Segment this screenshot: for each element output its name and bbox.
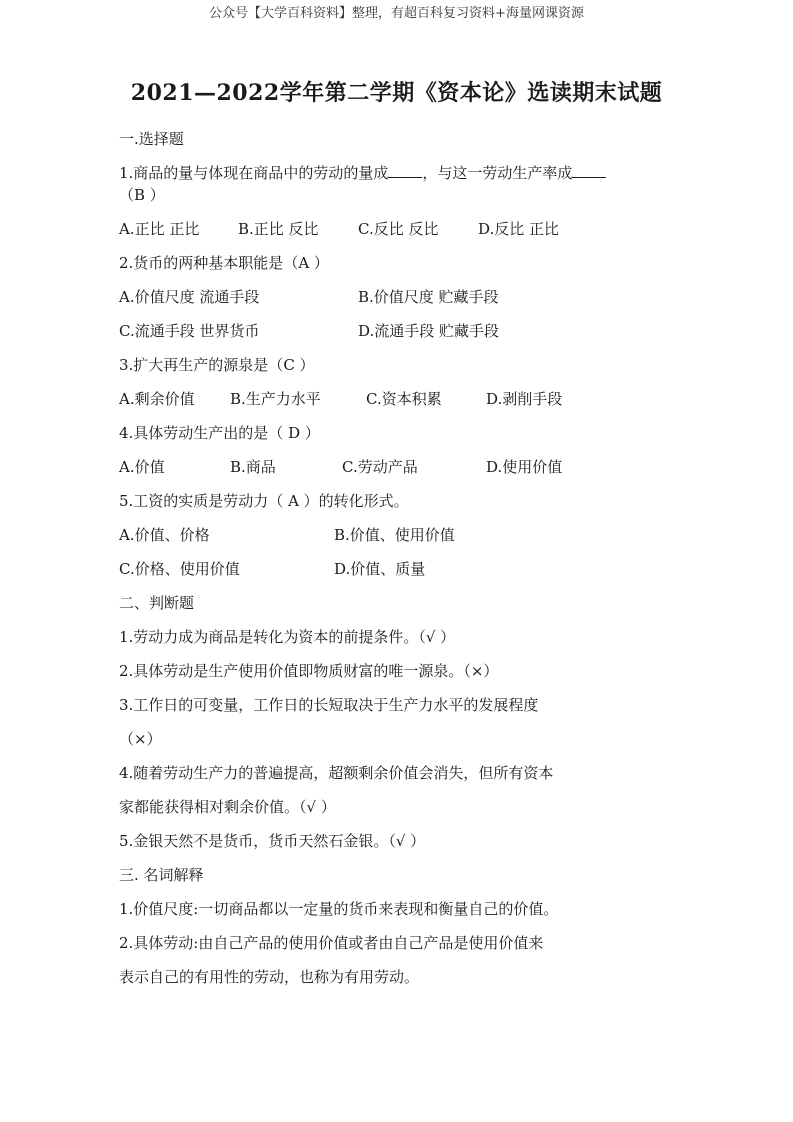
question-2: 2.货币的两种基本职能是（A ）	[119, 254, 329, 272]
question-4: 4.具体劳动生产出的是（ D ）	[119, 424, 320, 442]
question-3: 3.扩大再生产的源泉是（C ）	[119, 356, 315, 374]
q5-option-b: B.价值、使用价值	[334, 526, 455, 544]
q3-option-a: A.剩余价值	[119, 390, 195, 408]
question-1-text-b: ，与这一劳动生产率成	[422, 164, 573, 182]
section-heading-terms: 三. 名词解释	[119, 866, 204, 884]
q2-option-b: B.价值尺度 贮藏手段	[358, 288, 499, 306]
answer-blank	[388, 163, 422, 178]
term-definition: 2.具体劳动:由自己产品的使用价值或者由自己产品是使用价值来	[119, 934, 544, 952]
q5-option-a: A.价值、价格	[119, 526, 210, 544]
term-definition-continued: 表示自己的有用性的劳动，也称为有用劳动。	[119, 968, 420, 986]
judgement-item-continued: （×）	[119, 730, 162, 748]
q3-option-c: C.资本积累	[366, 390, 442, 408]
q3-option-d: D.剥削手段	[486, 390, 563, 408]
answer-blank	[572, 163, 606, 178]
q3-option-b: B.生产力水平	[230, 390, 321, 408]
q5-option-d: D.价值、质量	[334, 560, 426, 578]
q4-option-c: C.劳动产品	[342, 458, 418, 476]
q2-option-c: C.流通手段 世界货币	[119, 322, 260, 340]
judgement-item: 2.具体劳动是生产使用价值即物质财富的唯一源泉。（×）	[119, 662, 499, 680]
q1-option-b: B.正比 反比	[238, 220, 319, 238]
judgement-item: 3.工作日的可变量，工作日的长短取决于生产力水平的发展程度	[119, 696, 539, 714]
judgement-item: 4.随着劳动生产力的普遍提高，超额剩余价值会消失，但所有资本	[119, 764, 554, 782]
page-header-note: 公众号【大学百科资料】整理，有超百科复习资料+海量网课资源	[209, 6, 584, 21]
judgement-item: 5.金银天然不是货币，货币天然石金银。（√ ）	[119, 832, 426, 850]
q2-option-d: D.流通手段 贮藏手段	[358, 322, 500, 340]
judgement-item: 1.劳动力成为商品是转化为资本的前提条件。（√ ）	[119, 628, 456, 646]
term-definition: 1.价值尺度:一切商品都以一定量的货币来表现和衡量自己的价值。	[119, 900, 559, 918]
q5-option-c: C.价格、使用价值	[119, 560, 240, 578]
q2-option-a: A.价值尺度 流通手段	[119, 288, 260, 306]
q1-option-a: A.正比 正比	[119, 220, 200, 238]
q4-option-d: D.使用价值	[486, 458, 563, 476]
page-title: 2021—2022学年第二学期《资本论》选读期末试题	[130, 80, 663, 106]
judgement-item-continued: 家都能获得相对剩余价值。（√ ）	[119, 798, 336, 816]
question-1-answer: （B ）	[119, 186, 165, 204]
question-1-text-a: 1.商品的量与体现在商品中的劳动的量成	[119, 164, 389, 182]
q1-option-c: C.反比 反比	[358, 220, 439, 238]
section-heading-choice: 一.选择题	[119, 130, 184, 148]
q1-option-d: D.反比 正比	[478, 220, 560, 238]
q4-option-b: B.商品	[230, 458, 276, 476]
question-5: 5.工资的实质是劳动力（ A ）的转化形式。	[119, 492, 409, 510]
question-1	[119, 162, 606, 183]
q4-option-a: A.价值	[119, 458, 165, 476]
section-heading-judgement: 二、判断题	[119, 594, 195, 612]
